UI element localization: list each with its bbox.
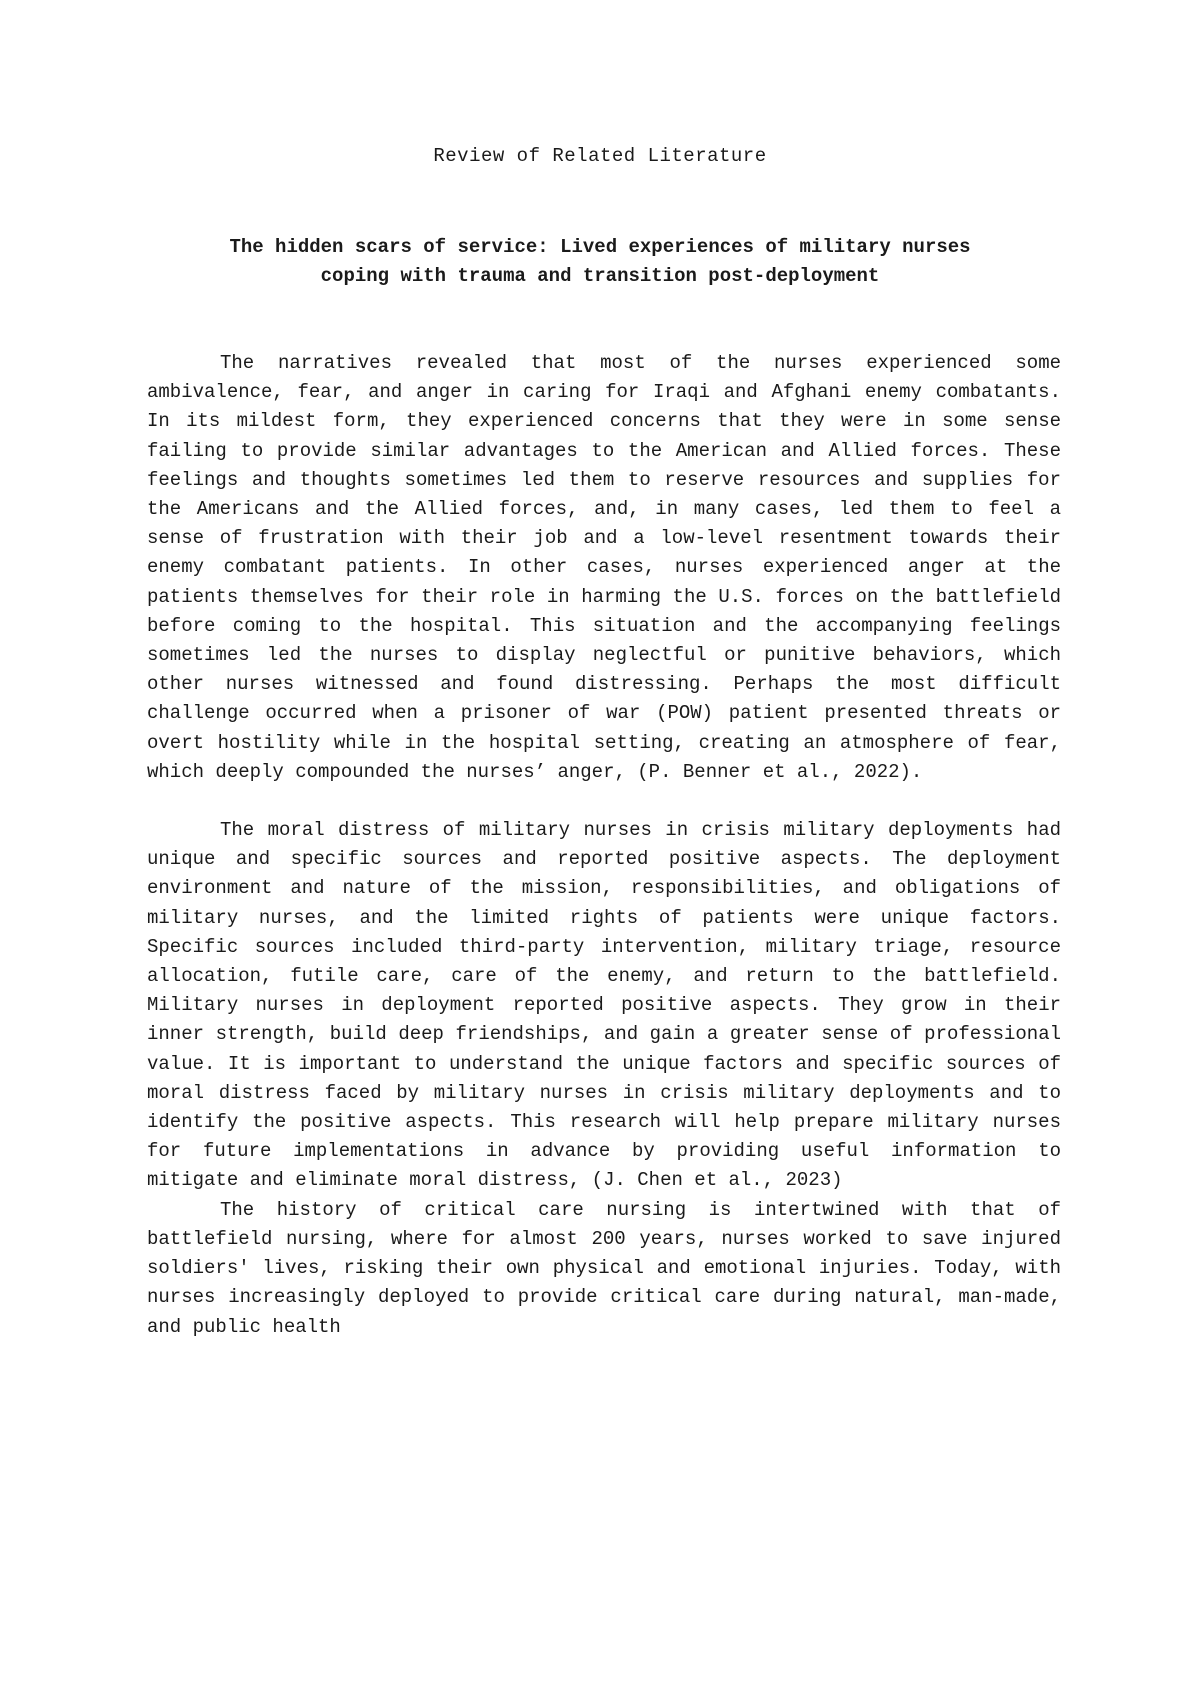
paragraph-2: The moral distress of military nurses in crisis military deployments had unique and specific sources and reported positive aspects. The deployment environment and nature of the mission, responsibilities, and obligations of military nurses, and the limited rights of patients were unique factors. Specific sources included third-party intervention, military triage, resource allocation, futile care, care of the enemy, and return to the battlefield. Military nurses in deployment reported positive aspects. They grow in their inner strength, build deep friendships, and gain a greater sense of professional value. It is important to understand the unique factors and specific sources of moral distress faced by military nurses in crisis military deployments and to identify the positive aspects. This research will help prepare military nurses for future implementations in advance by providing useful information to mitigate and eliminate moral distress, (J. Chen et al., 2023)	[147, 819, 1061, 1192]
title-line-1: The hidden scars of service: Lived experiences of military nurses	[229, 236, 971, 258]
body-text	[147, 349, 1061, 1342]
title-line-2: coping with trauma and transition post-deployment	[320, 265, 880, 287]
paragraph-3: The history of critical care nursing is intertwined with that of battlefield nursing, where for almost 200 years, nurses worked to save injured soldiers' lives, risking their own physical and emotional injuries. Today, with nurses increasingly deployed to provide critical care during natural, man-made, and public health	[147, 1198, 1061, 1338]
paragraph-1: The narratives revealed that most of the nurses experienced some ambivalence, fear, and anger in caring for Iraqi and Afghani enemy combatants. In its mildest form, they experienced concerns that they were in some sense failing to provide similar advantages to the American and Allied forces. These feelings and thoughts sometimes led them to reserve resources and supplies for the Americans and the Allied forces, and, in many cases, led them to feel a sense of frustration with their job and a low-level resentment towards their enemy combatant patients. In other cases, nurses experienced anger at the patients themselves for their role in harming the U.S. forces on the battlefield before coming to the hospital. This situation and the accompanying feelings sometimes led the nurses to display neglectful or punitive behaviors, which other nurses witnessed and found distressing. Perhaps the most difficult challenge occurred when a prisoner of war (POW) patient presented threats or overt hostility while in the hospital setting, creating an atmosphere of fear, which deeply compounded the nurses’ anger, (P. Benner et al., 2022).	[147, 352, 1061, 783]
section-heading: Review of Related Literature	[433, 145, 767, 167]
document-title	[150, 233, 1050, 291]
